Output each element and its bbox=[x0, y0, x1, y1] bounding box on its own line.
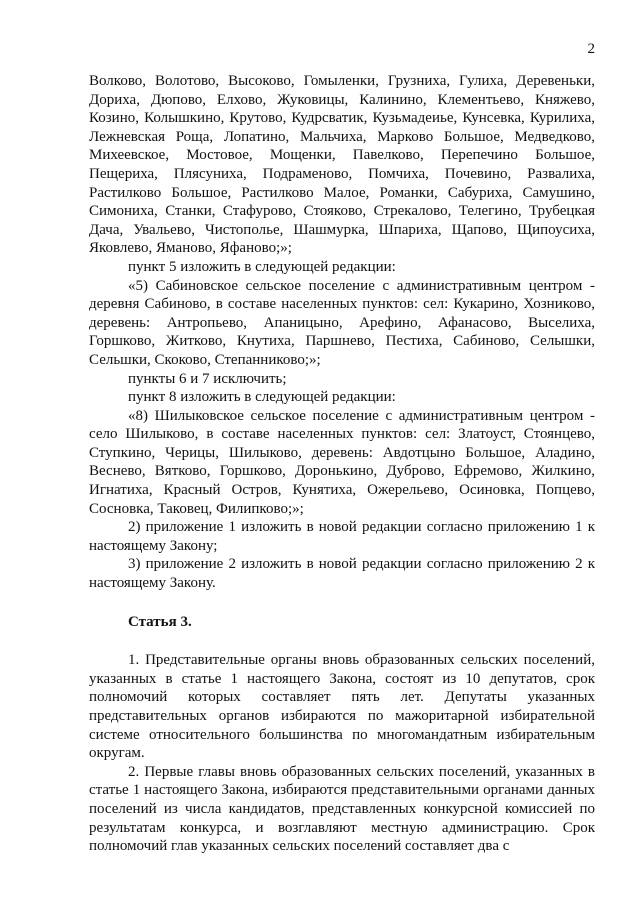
document-body bbox=[89, 72, 595, 856]
paragraph-article-3-item-1: 1. Представительные органы вновь образованных сельских поселений, указанных в статье 1 настоящего Закона, состоят из 10 депутатов, срок полномочий которых составляет пять лет. Депутаты указанных представительных органов избираются по мажоритарной избирательной системе относительного большинства по многомандатным избирательным округам. bbox=[89, 652, 595, 762]
paragraph-points-6-7: пункты 6 и 7 исключить; bbox=[128, 370, 287, 387]
paragraph-article-3-item-2: 2. Первые главы вновь образованных сельских поселений, указанных в статье 1 настоящего Закона, избираются представительными органами данных поселений из числа кандидатов, представленных конкурсной комиссией по результатам конкурса, и возглавляют местную администрацию. Срок полномочий глав указанных сельских поселений составляет два с bbox=[89, 763, 595, 855]
article-heading: Статья 3. bbox=[128, 613, 192, 630]
page-number: 2 bbox=[587, 41, 595, 57]
paragraph-point-5-intro: пункт 5 изложить в следующей редакции: bbox=[128, 258, 396, 275]
paragraph-village-list: Волково, Волотово, Высоково, Гомыленки, Грузниха, Гулиха, Деревеньки, Дориха, Дюпово, Елхово, Жуковицы, Калинино, Клементьево, Княжево, Козино, Колышкино, Крутово, Кудрсватик, Кузьмадеиье, Кунсевка, Курилиха, Лежневская Роща, Лопатино, Мальчиха, Марково Большое, Медведково, Михеевское, Мостовое, Мощенки, Павелково, Перепечино Большое, Пещериха, Плясуниха, Подраменово, Помчиха, Почевино, Развалиха, Растилково Большое, Растилково Малое, Романки, Сабуриха, Самушино, Симониха, Станки, Стафурово, Стояково, Стрекалово, Телегино, Трубецкая Дача, Увальево, Чистополье, Шашмурка, Шпариха, Щапово, Щипоусиха, Яковлево, Ямaново, Яфаново;»; bbox=[89, 73, 595, 257]
paragraph-point-5-text: «5) Сабиновское сельское поселение с административным центром - деревня Сабиново, в составе населенных пунктов: сел: Кукарино, Хозниково, деревень: Антропьево, Апаницыно, Арефино, Афанасово, Выселиха, Горшково, Житково, Кнутиха, Паршнево, Пестиха, Сабиново, Селышки, Сельшки, Скоково, Степанниково;»; bbox=[89, 277, 595, 368]
paragraph-point-8-intro: пункт 8 изложить в следующей редакции: bbox=[128, 389, 396, 406]
paragraph-appendix-1: 2) приложение 1 изложить в новой редакции согласно приложению 1 к настоящему Закону; bbox=[89, 519, 595, 554]
paragraph-point-8-text: «8) Шилыковское сельское поселение с административным центром - село Шилыково, в составе населенных пунктов: сел: Златоуст, Стоянцево, Ступкино, Черицы, Шилыково, деревень: Авдотцыно Большое, Аладино, Веснево, Вятково, Горшково, Доронькино, Дуброво, Ефремово, Жилкино, Игнатиха, Красный Остров, Кунятиха, Ожерельево, Осиновка, Попцево, Сосновка, Таковец, Филипково;»; bbox=[89, 407, 595, 517]
paragraph-appendix-2: 3) приложение 2 изложить в новой редакции согласно приложению 2 к настоящему Закону. bbox=[89, 556, 595, 592]
